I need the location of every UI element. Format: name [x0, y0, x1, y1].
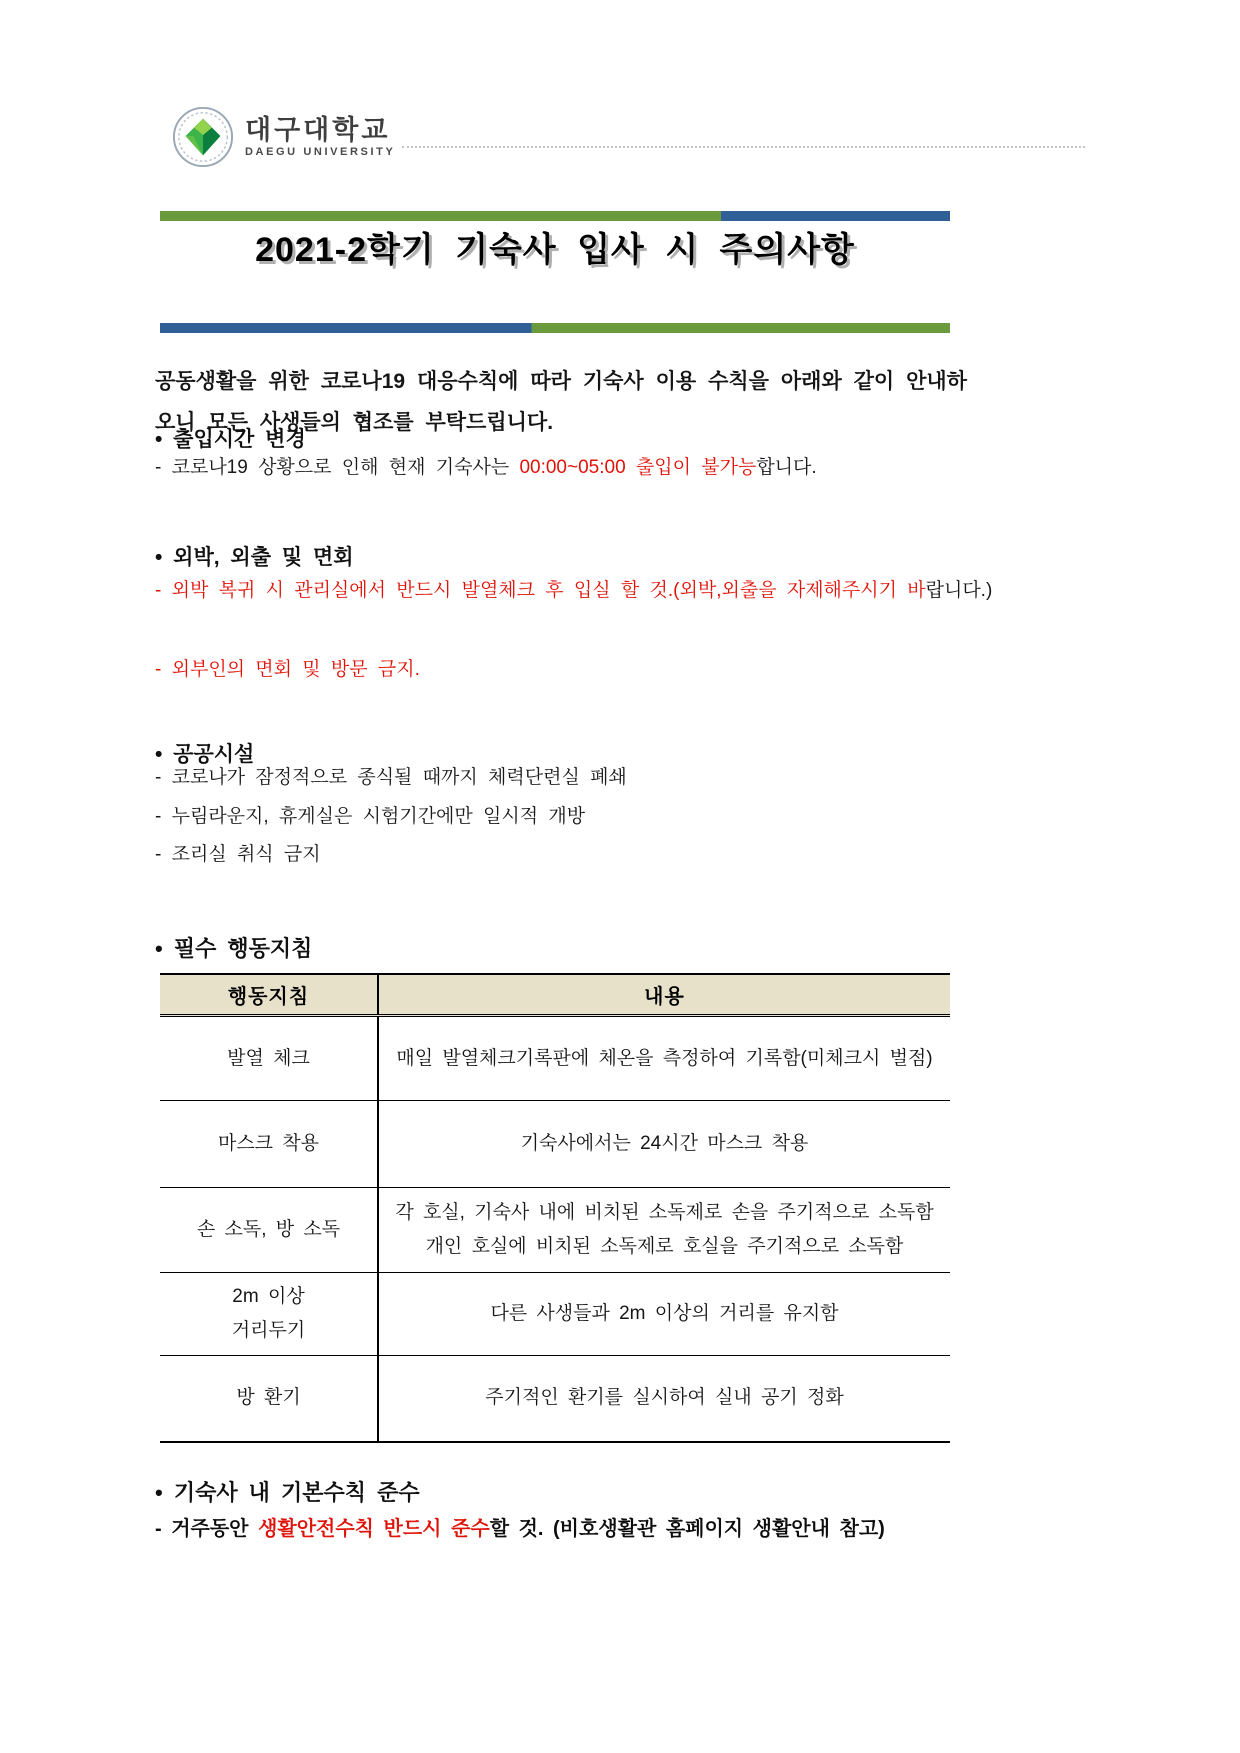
table-row-mask	[160, 1101, 950, 1188]
section-heading-entry-time: • 출입시간 변경	[155, 428, 306, 451]
table-header-content: 내용	[378, 974, 950, 1016]
university-name-en: DAEGU UNIVERSITY	[245, 146, 396, 158]
content-cell: 매일 발열체크기록판에 체온을 측정하여 기록함(미체크시 벌점)	[378, 1016, 950, 1101]
table-row-fever-check	[160, 1016, 950, 1101]
section-item-entry-time	[155, 448, 970, 488]
content-cell: 각 호실, 기숙사 내에 비치된 소독제로 손을 주기적으로 소독함 개인 호실에 비치된 소독제로 호실을 주기적으로 소독함	[378, 1188, 950, 1273]
guideline-cell: 손 소독, 방 소독	[160, 1188, 378, 1273]
return-check-black-text: 랍니다.)	[925, 580, 993, 601]
entry-time-text-end: 합니다.	[756, 457, 817, 478]
accent-bar-top	[160, 211, 950, 221]
guideline-cell: 방 환기	[160, 1356, 378, 1442]
section-heading-going-out: • 외박, 외출 및 면회	[155, 546, 354, 569]
facility-item-kitchen: - 조리실 취식 금지	[155, 844, 321, 865]
document-title: 2021-2학기 기숙사 입사 시 주의사항	[255, 231, 855, 269]
daegu-university-seal-icon	[172, 106, 234, 168]
university-logo	[172, 106, 395, 168]
content-cell: 다른 사생들과 2m 이상의 거리를 유지함	[378, 1273, 950, 1356]
table-header-row	[160, 974, 950, 1016]
intro-paragraph: 공동생활을 위한 코로나19 대응수칙에 따라 기숙사 이용 수칙을 아래와 같이 안내하오니 모든 사생들의 협조를 부탁드립니다.	[155, 370, 967, 434]
section-heading-required-guidelines: • 필수 행동지침	[155, 936, 313, 961]
section-heading-basic-rules: • 기숙사 내 기본수칙 준수	[155, 1480, 420, 1505]
guideline-cell: 마스크 착용	[160, 1101, 378, 1188]
entry-time-red-text: 00:00~05:00 출입이 불가능	[519, 457, 757, 478]
accent-bar-bottom	[160, 323, 950, 333]
section-heading-public-facilities: • 공공시설	[155, 743, 255, 766]
basic-rules-red-text: 생활안전수칙 반드시 준수	[258, 1518, 490, 1540]
facility-item-lounge: - 누림라운지, 휴게실은 시험기간에만 일시적 개방	[155, 806, 586, 827]
guidelines-table	[160, 973, 950, 1443]
university-name-ko: 대구대학교	[245, 115, 391, 145]
return-check-red-text: - 외박 복귀 시 관리실에서 반드시 발열체크 후 입실 할 것.(외박,외출을 자제해주시기 바	[155, 580, 926, 601]
guideline-cell: 발열 체크	[160, 1016, 378, 1101]
table-row-distancing	[160, 1273, 950, 1356]
table-header-guideline: 행동지침	[160, 974, 378, 1016]
basic-rules-text-end: 할 것. (비호생활관 홈페이지 생활안내 참고)	[489, 1518, 885, 1540]
basic-rules-text: - 거주동안	[155, 1518, 259, 1540]
content-cell: 기숙사에서는 24시간 마스크 착용	[378, 1101, 950, 1188]
university-name-block	[245, 116, 395, 158]
table-row-disinfect	[160, 1188, 950, 1273]
header-dotted-divider	[402, 146, 1085, 148]
section-item-return-check	[155, 571, 1000, 611]
section-item-no-visitors	[155, 650, 970, 690]
guideline-cell: 2m 이상 거리두기	[160, 1273, 378, 1356]
no-visitors-red-text: - 외부인의 면회 및 방문 금지.	[155, 659, 420, 680]
facility-item-gym: - 코로나가 잠정적으로 종식될 때까지 체력단련실 폐쇄	[155, 767, 627, 788]
table-row-ventilation	[160, 1356, 950, 1442]
content-cell: 주기적인 환기를 실시하여 실내 공기 정화	[485, 1387, 844, 1409]
entry-time-text: - 코로나19 상황으로 인해 현재 기숙사는	[155, 457, 520, 478]
section-item-basic-rules	[155, 1512, 970, 1541]
